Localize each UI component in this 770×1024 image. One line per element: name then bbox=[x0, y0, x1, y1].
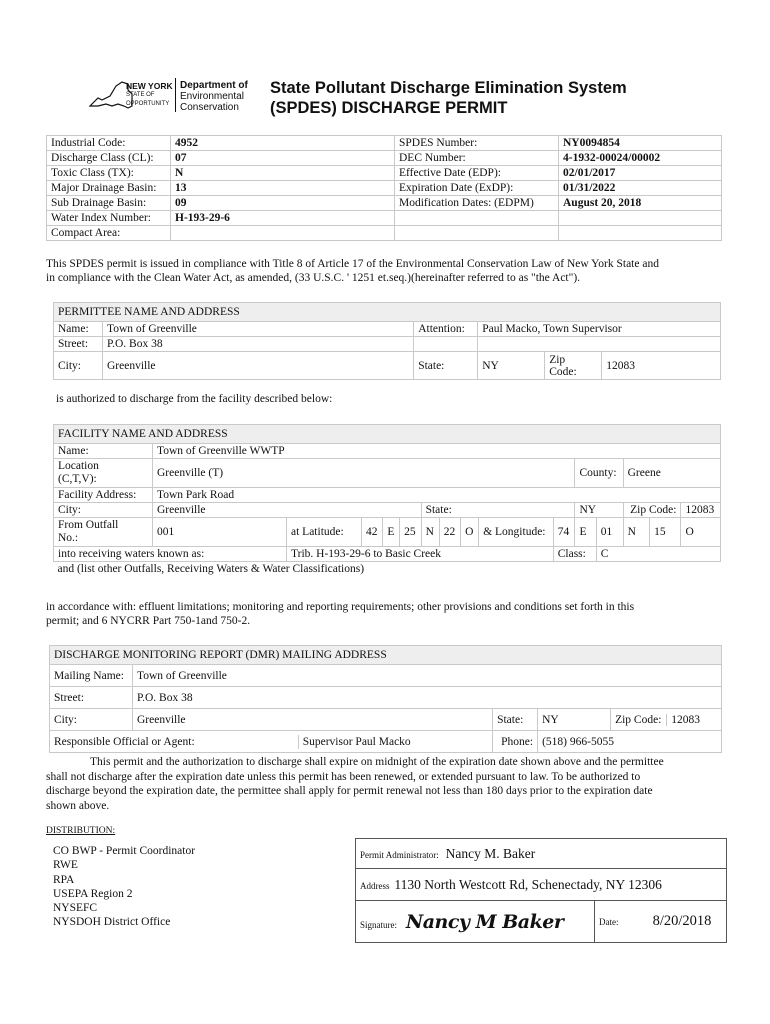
distribution-item: RWE bbox=[53, 859, 78, 872]
title-line1: State Pollutant Discharge Elimination System bbox=[270, 79, 627, 97]
facility-heading: FACILITY NAME AND ADDRESS bbox=[54, 425, 721, 444]
expiration-line2: shall not discharge after the expiration date unless this permit has been renewed, or extended pursuant to law. To be authorized to bbox=[46, 770, 641, 783]
major-basin-value: 13 bbox=[171, 181, 395, 196]
dec-number-label: DEC Number: bbox=[395, 151, 559, 166]
effective-date-label: Effective Date (EDP): bbox=[395, 166, 559, 181]
latitude-degrees: 42 bbox=[362, 518, 383, 547]
facility-state-label: State: bbox=[421, 503, 575, 518]
permittee-zip-label: Zip Code: bbox=[545, 352, 602, 380]
expiration-paragraph bbox=[46, 755, 730, 813]
accordance-paragraph bbox=[46, 600, 726, 628]
sub-basin-value: 09 bbox=[171, 196, 395, 211]
permittee-street-value: P.O. Box 38 bbox=[103, 337, 414, 352]
official-label bbox=[50, 731, 493, 753]
dmr-street-label: Street: bbox=[50, 687, 133, 709]
discharge-class-value: 07 bbox=[171, 151, 395, 166]
facility-location-label: Location (C,T,V): bbox=[54, 459, 153, 488]
address-cell bbox=[356, 869, 727, 901]
water-index-value: H-193-29-6 bbox=[171, 211, 395, 226]
expiration-date-value: 01/31/2022 bbox=[559, 181, 722, 196]
agency-line3: Conservation bbox=[180, 102, 239, 113]
facility-location-value: Greenville (T) bbox=[153, 459, 575, 488]
water-index-label: Water Index Number: bbox=[47, 211, 171, 226]
permittee-heading: PERMITTEE NAME AND ADDRESS bbox=[54, 303, 721, 322]
receiving-waters-label: into receiving waters known as: bbox=[54, 547, 287, 562]
expiration-line1: This permit and the authorization to discharge shall expire on midnight of the expiration date shown above and the permittee bbox=[90, 756, 664, 768]
permittee-zip-value: 12083 bbox=[602, 352, 721, 380]
permittee-street-label: Street: bbox=[54, 337, 103, 352]
permit-codes-table bbox=[46, 135, 722, 241]
accordance-line1: in accordance with: effluent limitations; monitoring and reporting requirements; other provisions and conditions set forth in this bbox=[46, 601, 635, 613]
signature-cell bbox=[356, 901, 595, 943]
state-logo-line2: STATE OF bbox=[126, 92, 155, 98]
dmr-mailing-value: Town of Greenville bbox=[133, 665, 722, 687]
outfall-value: 001 bbox=[153, 518, 287, 547]
dmr-table bbox=[49, 645, 722, 753]
water-class-label: Class: bbox=[553, 547, 596, 562]
latitude-minutes: 25 bbox=[400, 518, 421, 547]
county-value: Greene bbox=[623, 459, 720, 488]
dmr-city-label: City: bbox=[50, 709, 133, 731]
dmr-zip bbox=[611, 709, 722, 731]
industrial-code-label: Industrial Code: bbox=[47, 136, 171, 151]
dmr-state-value: NY bbox=[538, 709, 611, 731]
address-label: Address bbox=[360, 880, 390, 891]
address-value: 1130 North Westcott Rd, Schenectady, NY 12306 bbox=[394, 876, 662, 892]
receiving-waters-value: Trib. H-193-29-6 to Basic Creek bbox=[287, 547, 554, 562]
compact-area-label: Compact Area: bbox=[47, 226, 171, 241]
latitude-label: at Latitude: bbox=[287, 518, 362, 547]
intro-line2: in compliance with the Clean Water Act, as amended, (33 U.S.C. ' 1251 et.seq.)(hereinafter referred to as "the Act"). bbox=[46, 272, 581, 284]
sub-basin-label: Sub Drainage Basin: bbox=[47, 196, 171, 211]
facility-city-label: City: bbox=[54, 503, 153, 518]
administrator-label: Permit Administrator: bbox=[360, 849, 439, 860]
date-label: Date: bbox=[599, 916, 619, 927]
dmr-city-value: Greenville bbox=[133, 709, 493, 731]
latitude-n-marker: N bbox=[421, 518, 439, 547]
longitude-n-marker: N bbox=[623, 518, 649, 547]
dmr-heading: DISCHARGE MONITORING REPORT (DMR) MAILING ADDRESS bbox=[50, 646, 722, 665]
intro-paragraph bbox=[46, 257, 726, 285]
dec-logo bbox=[88, 76, 263, 116]
attention-label: Attention: bbox=[414, 322, 478, 337]
permittee-city-value: Greenville bbox=[103, 352, 414, 380]
latitude-e-marker: E bbox=[383, 518, 400, 547]
spdes-number-value: NY0094854 bbox=[559, 136, 722, 151]
toxic-class-value: N bbox=[171, 166, 395, 181]
phone-label: Phone: bbox=[493, 731, 538, 753]
expiration-line3: discharge beyond the expiration date, the permittee shall apply for permit renewal not less than 180 days prior to the expiration date bbox=[46, 785, 653, 797]
date-label-cell bbox=[595, 901, 639, 943]
facility-address-label: Facility Address: bbox=[54, 488, 153, 503]
state-logo-line3: OPPORTUNITY bbox=[126, 101, 170, 107]
distribution-list bbox=[53, 844, 195, 930]
latitude-seconds: 22 bbox=[439, 518, 460, 547]
permit-title bbox=[270, 78, 627, 118]
official-value: Supervisor Paul Macko bbox=[302, 735, 411, 748]
dmr-state-label: State: bbox=[493, 709, 538, 731]
signature-label: Signature: bbox=[360, 919, 397, 930]
dmr-zip-label: Zip Code: bbox=[615, 713, 662, 726]
dmr-mailing-label: Mailing Name: bbox=[50, 665, 133, 687]
permittee-city-label: City: bbox=[54, 352, 103, 380]
longitude-e-marker: E bbox=[575, 518, 596, 547]
toxic-class-label: Toxic Class (TX): bbox=[47, 166, 171, 181]
handwritten-signature: Nancy M Baker bbox=[405, 910, 564, 933]
phone-value: (518) 966-5055 bbox=[538, 731, 722, 753]
water-class-value: C bbox=[596, 547, 720, 562]
facility-table bbox=[53, 424, 721, 576]
facility-city-value: Greenville bbox=[153, 503, 422, 518]
state-logo-line1: NEW YORK bbox=[126, 81, 173, 91]
administrator-name: Nancy M. Baker bbox=[445, 845, 536, 861]
county-label: County: bbox=[575, 459, 623, 488]
logo-divider bbox=[175, 78, 176, 112]
modification-dates-label: Modification Dates: (EDPM) bbox=[395, 196, 559, 211]
longitude-o-marker: O bbox=[681, 518, 721, 547]
other-outfalls-text: and (list other Outfalls, Receiving Waters & Water Classifications) bbox=[57, 563, 365, 575]
distribution-item: RPA bbox=[53, 873, 75, 886]
signature-box bbox=[355, 838, 727, 943]
expiration-date-label: Expiration Date (ExDP): bbox=[395, 181, 559, 196]
modification-dates-value: August 20, 2018 bbox=[559, 196, 722, 211]
authorized-text: is authorized to discharge from the facility described below: bbox=[56, 393, 333, 405]
distribution-item: CO BWP - Permit Coordinator bbox=[53, 845, 196, 857]
accordance-line2: permit; and 6 NYCRR Part 750-1and 750-2. bbox=[46, 615, 251, 627]
intro-line1: This SPDES permit is issued in compliance with Title 8 of Article 17 of the Environmental Conservation Law of New York State and bbox=[46, 258, 659, 270]
facility-name-value: Town of Greenville WWTP bbox=[153, 444, 721, 459]
expiration-line4: shown above. bbox=[46, 799, 110, 812]
latitude-o-marker: O bbox=[461, 518, 479, 547]
dmr-street-value: P.O. Box 38 bbox=[133, 687, 722, 709]
agency-line1: Department of bbox=[180, 80, 248, 91]
distribution-item: NYSEFC bbox=[53, 902, 98, 915]
facility-state-value: NY bbox=[575, 503, 623, 518]
permittee-table bbox=[53, 302, 721, 380]
title-line2: (SPDES) DISCHARGE PERMIT bbox=[270, 99, 508, 117]
outfall-label: From Outfall No.: bbox=[54, 518, 153, 547]
facility-zip-label: Zip Code: bbox=[623, 503, 681, 518]
industrial-code-value: 4952 bbox=[171, 136, 395, 151]
facility-name-label: Name: bbox=[54, 444, 153, 459]
attention-value: Paul Macko, Town Supervisor bbox=[478, 322, 721, 337]
facility-address-value: Town Park Road bbox=[153, 488, 721, 503]
permittee-name-value: Town of Greenville bbox=[103, 322, 414, 337]
distribution-heading: DISTRIBUTION: bbox=[46, 826, 116, 836]
permittee-state-label: State: bbox=[414, 352, 478, 380]
date-value: 8/20/2018 bbox=[638, 901, 727, 943]
longitude-minutes: 01 bbox=[596, 518, 623, 547]
longitude-degrees: 74 bbox=[553, 518, 575, 547]
dec-number-value: 4-1932-00024/00002 bbox=[559, 151, 722, 166]
spdes-number-label: SPDES Number: bbox=[395, 136, 559, 151]
effective-date-value: 02/01/2017 bbox=[559, 166, 722, 181]
official-label-text: Responsible Official or Agent: bbox=[50, 735, 298, 749]
administrator-cell bbox=[356, 839, 727, 869]
dmr-zip-value: 12083 bbox=[666, 714, 700, 726]
discharge-class-label: Discharge Class (CL): bbox=[47, 151, 171, 166]
permittee-name-label: Name: bbox=[54, 322, 103, 337]
major-basin-label: Major Drainage Basin: bbox=[47, 181, 171, 196]
distribution-item: USEPA Region 2 bbox=[53, 887, 133, 900]
longitude-label: & Longitude: bbox=[479, 518, 554, 547]
permittee-state-value: NY bbox=[478, 352, 545, 380]
agency-line2: Environmental bbox=[180, 91, 244, 102]
distribution-item: NYSDOH District Office bbox=[53, 916, 171, 929]
facility-zip-value: 12083 bbox=[681, 503, 721, 518]
longitude-seconds: 15 bbox=[650, 518, 681, 547]
